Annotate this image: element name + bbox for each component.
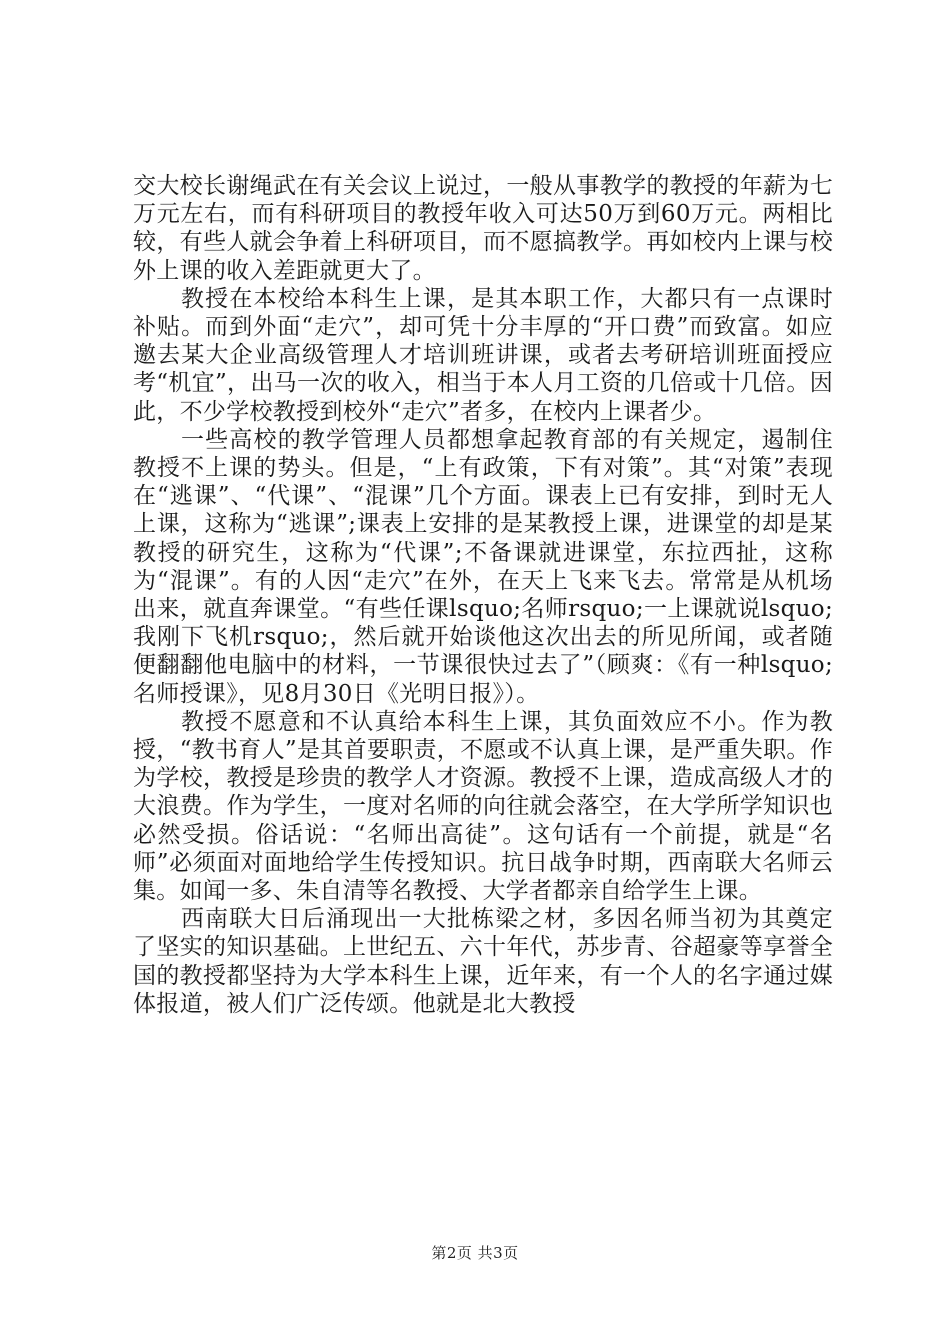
paragraph-5: 西南联大日后涌现出一大批栋梁之材，多因名师当初为其奠定了坚实的知识基础。上世纪五、六十年代，苏步青、谷超豪等享誉全国的教授都坚持为大学本科生上课，近年来，有一个人的名字通过媒体报道，被人们广泛传颂。他就是北大教授 [133,906,833,1017]
paragraph-2: 教授在本校给本科生上课，是其本职工作，大都只有一点课时补贴。而到外面“走穴”，却可凭十分丰厚的“开口费”而致富。如应邀去某大企业高级管理人才培训班讲课，或者去考研培训班面授应考“机宜”，出马一次的收入，相当于本人月工资的几倍或十几倍。因此，不少学校教授到校外“走穴”者多，在校内上课者少。 [133,285,833,425]
page-footer: 第2页 共3页 [431,1244,519,1262]
paragraph-4: 教授不愿意和不认真给本科生上课，其负面效应不小。作为教授，“教书育人”是其首要职责，不愿或不认真上课，是严重失职。作为学校，教授是珍贵的教学人才资源。教授不上课，造成高级人才的大浪费。作为学生，一度对名师的向往就会落空，在大学所学知识也必然受损。俗话说：“名师出高徒”。这句话有一个前提，就是“名师”必须面对面地给学生传授知识。抗日战争时期，西南联大名师云集。如闻一多、朱自清等名教授、大学者都亲自给学生上课。 [133,708,833,905]
body-text [133,172,833,1018]
paragraph-1: 交大校长谢绳武在有关会议上说过，一般从事教学的教授的年薪为七万元左右，而有科研项目的教授年收入可达50万到60万元。两相比较，有些人就会争着上科研项目，而不愿搞教学。再如校内上课与校外上课的收入差距就更大了。 [133,173,833,284]
paragraph-3: 一些高校的教学管理人员都想拿起教育部的有关规定，遏制住教授不上课的势头。但是，“上有政策，下有对策”。其“对策”表现在“逃课”、“代课”、“混课”几个方面。课表上已有安排，到时无人上课，这称为“逃课”;课表上安排的是某教授上课，进课堂的却是某教授的研究生，这称为“代课”;不备课就进课堂，东拉西扯，这称为“混课”。有的人因“走穴”在外，在天上飞来飞去。常常是从机场出来，就直奔课堂。“有些任课lsquo;名师rsquo;一上课就说lsquo;我刚下飞机rsquo;，然后就开始谈他这次出去的所见所闻，或者随便翻翻他电脑中的材料，一节课很快过去了”（顾爽：《有一种lsquo;名师授课》，见8月30日《光明日报》）。 [133,426,833,707]
